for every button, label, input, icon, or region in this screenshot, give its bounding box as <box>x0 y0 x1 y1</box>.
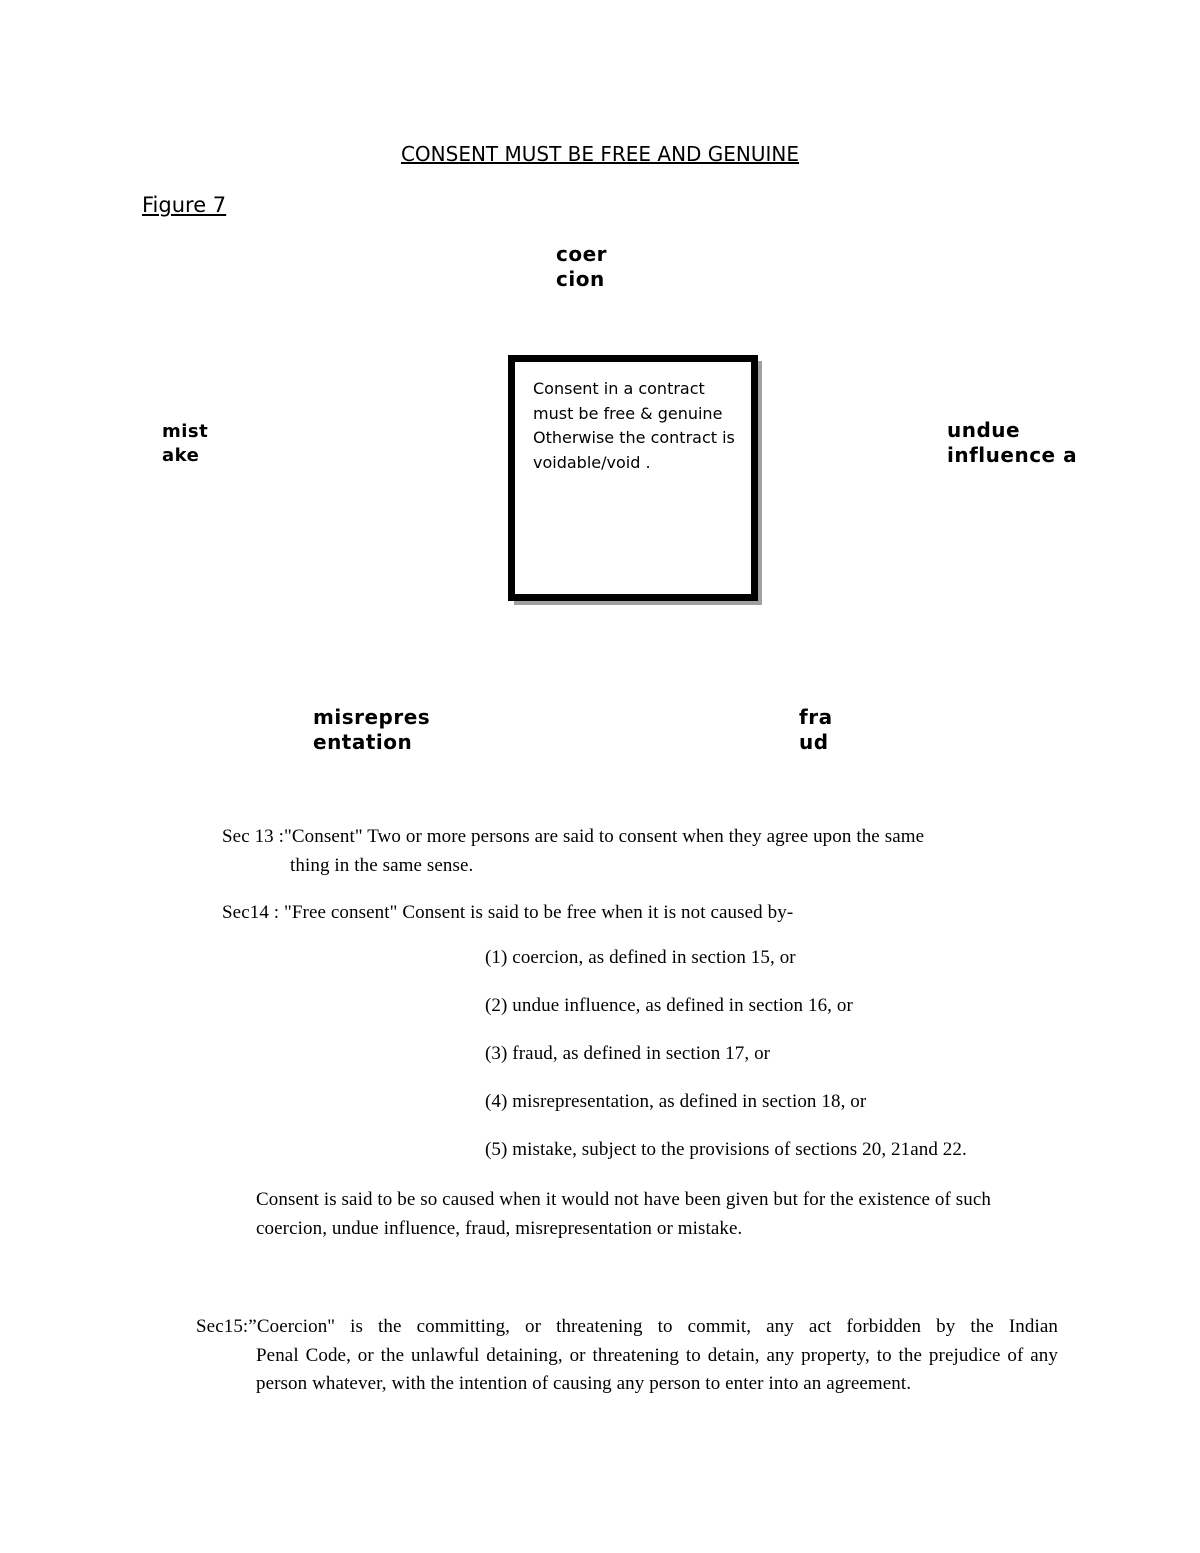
diagram-label-line: ake <box>162 445 200 466</box>
section-14-paragraph: Sec14 : "Free consent" Consent is said to be free when it is not caused by- <box>222 902 794 923</box>
diagram-label-line: misrepres <box>313 705 431 729</box>
diagram-label-line: undue <box>947 418 1021 442</box>
list-item: (5) mistake, subject to the provisions of sections 20, 21and 22. <box>485 1139 967 1160</box>
section-13-paragraph <box>222 823 1052 880</box>
section-15-paragraph <box>196 1313 1058 1399</box>
caused-paragraph: Consent is said to be so caused when it would not have been given but for the existence of such coercion, undue influence, fraud, misrepresentation or mistake. <box>256 1189 992 1239</box>
diagram-label-line: mist <box>162 421 209 442</box>
diagram-label-line: fra <box>799 705 833 729</box>
diagram-label-fraud <box>799 705 833 755</box>
page-title: CONSENT MUST BE FREE AND GENUINE <box>400 142 800 166</box>
list-item: (4) misrepresentation, as defined in section 18, or <box>485 1091 867 1112</box>
diagram-label-coercion <box>556 242 607 292</box>
section-15-first-line: Sec15:”Coercion" is the committing, or threatening to commit, any act forbidden by the Indian <box>196 1316 1058 1337</box>
list-item: (1) coercion, as defined in section 15, or <box>485 947 796 968</box>
diagram-label-line: entation <box>313 730 413 754</box>
section-13-line: thing in the same sense. <box>290 854 474 876</box>
center-box <box>508 355 758 601</box>
section-13-line: Sec 13 :"Consent" Two or more persons are said to consent when they agree upon the same <box>222 826 925 847</box>
figure-label: Figure 7 <box>142 193 227 217</box>
list-item: (2) undue influence, as defined in section 16, or <box>485 995 853 1016</box>
diagram-label-misrepresentation <box>313 705 430 755</box>
diagram-label-line: ud <box>799 730 829 754</box>
diagram-label-mistake <box>162 420 208 468</box>
center-box-text: Consent in a contract must be free & genuine Otherwise the contract is voidable/void . <box>533 379 735 472</box>
diagram-label-line: coer <box>556 242 608 266</box>
diagram-label-line: cion <box>556 267 605 291</box>
diagram-label-undue-influence <box>947 418 1077 468</box>
section-15-rest: Penal Code, or the unlawful detaining, or threatening to detain, any property, to the prejudice of any person whatever, with the intention of causing any person to enter into an agreement. <box>256 1344 1058 1394</box>
list-item: (3) fraud, as defined in section 17, or <box>485 1043 771 1064</box>
diagram-label-line: influence a <box>947 443 1078 467</box>
